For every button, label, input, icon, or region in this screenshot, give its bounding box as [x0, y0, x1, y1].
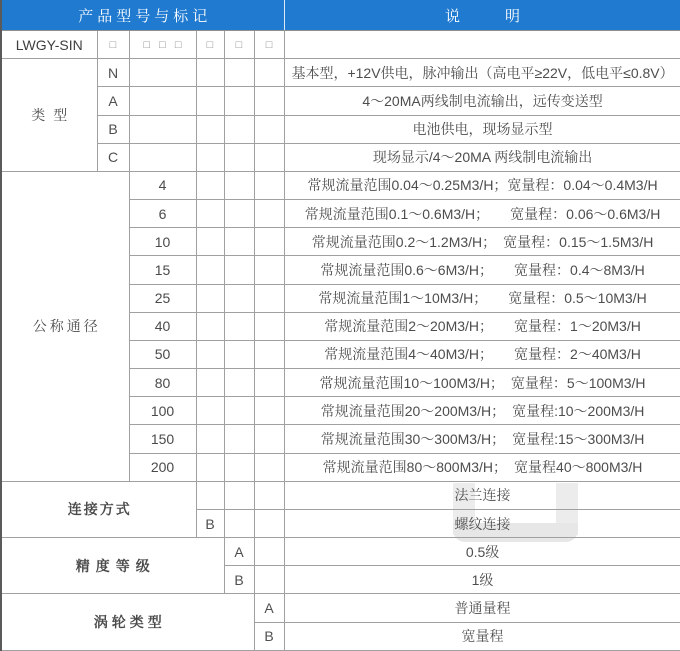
empty-cell: [254, 312, 284, 340]
empty-cell: [254, 509, 284, 537]
type-code: C: [97, 143, 129, 171]
accuracy-description: 1级: [284, 566, 680, 594]
empty-cell: [254, 115, 284, 143]
empty-cell: [224, 115, 254, 143]
placeholder-box: □: [224, 31, 254, 59]
type-description: 基本型，+12V供电，脉冲输出（高电平≥22V，低电平≤0.8V）: [284, 59, 680, 87]
empty-cell: [224, 87, 254, 115]
empty-cell: [254, 425, 284, 453]
empty-cell: [196, 340, 224, 368]
empty-cell: [196, 171, 224, 199]
accuracy-section-label: 精度等级: [1, 538, 224, 594]
empty-cell: [254, 481, 284, 509]
empty-cell: [224, 256, 254, 284]
diameter-description: 常规流量范围20～200M3/H； 宽量程:10～200M3/H: [284, 397, 680, 425]
empty-cell: [254, 453, 284, 481]
empty-cell: [196, 312, 224, 340]
diameter-value: 50: [129, 340, 196, 368]
empty-cell: [254, 538, 284, 566]
connection-description: 螺纹连接: [284, 509, 680, 537]
type-row: [1, 115, 680, 143]
empty-cell: [196, 115, 224, 143]
empty-cell: [254, 340, 284, 368]
diameter-description: 常规流量范围80～800M3/H； 宽量程40～800M3/H: [284, 453, 680, 481]
empty-cell: [224, 369, 254, 397]
empty-cell: [129, 143, 196, 171]
connection-section-label: 连接方式: [1, 481, 196, 537]
type-description: 现场显示/4～20MA 两线制电流输出: [284, 143, 680, 171]
empty-cell: [254, 87, 284, 115]
accuracy-code: A: [224, 538, 254, 566]
empty-cell: [224, 59, 254, 87]
diameter-value: 100: [129, 397, 196, 425]
empty-cell: [129, 115, 196, 143]
empty-cell: [196, 284, 224, 312]
diameter-value: 200: [129, 453, 196, 481]
empty-cell: [196, 200, 224, 228]
empty-cell: [196, 369, 224, 397]
empty-cell: [196, 143, 224, 171]
empty-cell: [254, 200, 284, 228]
empty-cell: [254, 369, 284, 397]
empty-cell: [224, 171, 254, 199]
accuracy-code: B: [224, 566, 254, 594]
empty-cell: [254, 397, 284, 425]
placeholder-box: □ □ □: [129, 31, 196, 59]
accuracy-row: [1, 538, 680, 566]
connection-code: [196, 481, 224, 509]
diameter-value: 4: [129, 171, 196, 199]
type-code: A: [97, 87, 129, 115]
accuracy-description: 0.5级: [284, 538, 680, 566]
turbine-row: [1, 594, 680, 622]
empty-cell: [224, 481, 254, 509]
header-description-label: 说明: [284, 1, 680, 31]
empty-cell: [196, 397, 224, 425]
empty-cell: [254, 59, 284, 87]
type-code: B: [97, 115, 129, 143]
placeholder-box: □: [97, 31, 129, 59]
empty-cell: [224, 284, 254, 312]
diameter-value: 25: [129, 284, 196, 312]
empty-cell: [254, 566, 284, 594]
empty-cell: [224, 228, 254, 256]
empty-cell: [254, 143, 284, 171]
empty-cell: [224, 453, 254, 481]
empty-cell: [254, 228, 284, 256]
empty-cell: [196, 256, 224, 284]
empty-cell: [129, 59, 196, 87]
model-code: LWGY-SIN: [1, 31, 97, 59]
connection-row: [1, 481, 680, 509]
header-row: [1, 1, 680, 31]
empty-cell: [284, 31, 680, 59]
diameter-description: 常规流量范围0.2～1.2M3/H； 宽量程：0.15～1.5M3/H: [284, 228, 680, 256]
diameter-description: 常规流量范围4～40M3/H； 宽量程：2～40M3/H: [284, 340, 680, 368]
empty-cell: [224, 340, 254, 368]
empty-cell: [254, 284, 284, 312]
empty-cell: [196, 425, 224, 453]
diameter-description: 常规流量范围0.04～0.25M3/H；宽量程：0.04～0.4M3/H: [284, 171, 680, 199]
diameter-value: 40: [129, 312, 196, 340]
turbine-code: A: [254, 594, 284, 622]
diameter-value: 80: [129, 369, 196, 397]
empty-cell: [254, 256, 284, 284]
type-row: [1, 143, 680, 171]
connection-code: B: [196, 509, 224, 537]
diameter-section-label: 公称通径: [1, 171, 129, 481]
diameter-description: 常规流量范围1～10M3/H； 宽量程：0.5～10M3/H: [284, 284, 680, 312]
diameter-description: 常规流量范围30～300M3/H； 宽量程:15～300M3/H: [284, 425, 680, 453]
diameter-description: 常规流量范围2～20M3/H； 宽量程：1～20M3/H: [284, 312, 680, 340]
turbine-description: 普通量程: [284, 594, 680, 622]
placeholder-box: □: [196, 31, 224, 59]
empty-cell: [196, 87, 224, 115]
type-row: [1, 87, 680, 115]
placeholder-box: □: [254, 31, 284, 59]
empty-cell: [224, 397, 254, 425]
header-product-model-label: 产品型号与标记: [1, 1, 284, 31]
empty-cell: [224, 425, 254, 453]
diameter-description: 常规流量范围0.1～0.6M3/H； 宽量程：0.06～0.6M3/H: [284, 200, 680, 228]
empty-cell: [224, 509, 254, 537]
type-code: N: [97, 59, 129, 87]
diameter-description: 常规流量范围0.6～6M3/H； 宽量程：0.4～8M3/H: [284, 256, 680, 284]
turbine-section-label: 涡轮类型: [1, 594, 254, 651]
empty-cell: [196, 59, 224, 87]
connection-description: 法兰连接: [284, 481, 680, 509]
type-row: [1, 59, 680, 87]
empty-cell: [196, 453, 224, 481]
diameter-value: 15: [129, 256, 196, 284]
empty-cell: [254, 171, 284, 199]
empty-cell: [224, 143, 254, 171]
turbine-description: 宽量程: [284, 622, 680, 650]
diameter-description: 常规流量范围10～100M3/H； 宽量程：5～100M3/H: [284, 369, 680, 397]
empty-cell: [224, 200, 254, 228]
empty-cell: [196, 228, 224, 256]
type-section-label: 类型: [1, 59, 97, 172]
diameter-value: 6: [129, 200, 196, 228]
model-row: [1, 31, 680, 59]
empty-cell: [129, 87, 196, 115]
diameter-row: [1, 171, 680, 199]
diameter-value: 150: [129, 425, 196, 453]
type-description: 电池供电，现场显示型: [284, 115, 680, 143]
empty-cell: [224, 312, 254, 340]
diameter-value: 10: [129, 228, 196, 256]
turbine-code: B: [254, 622, 284, 650]
type-description: 4～20MA两线制电流输出，远传变送型: [284, 87, 680, 115]
